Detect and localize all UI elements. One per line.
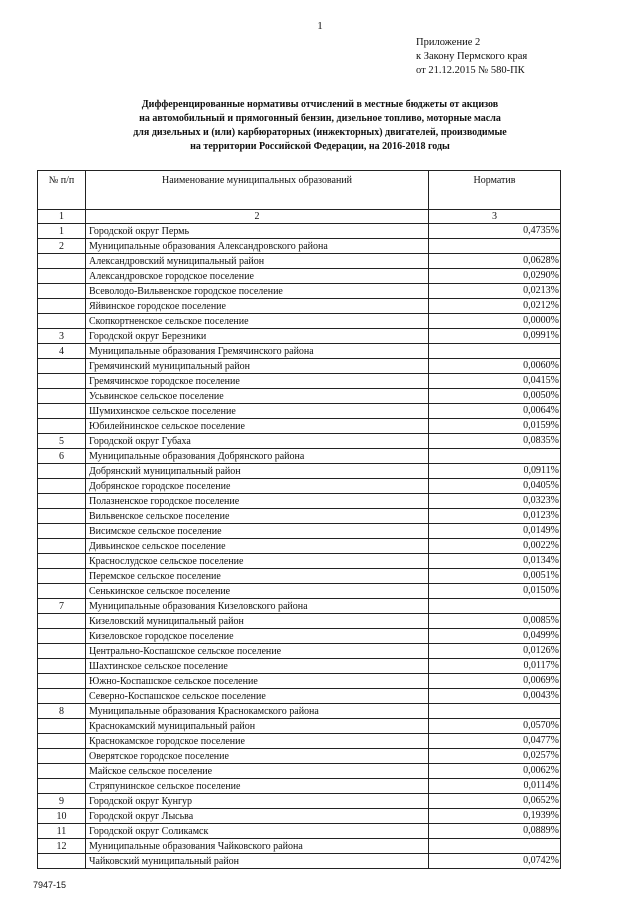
table-row [38,434,561,449]
row-value [429,704,561,719]
row-name: Яйвинское городское поселение [86,299,429,314]
row-number: 7 [38,599,86,614]
table-row [38,584,561,599]
table-row [38,599,561,614]
row-value: 0,0290% [429,269,561,284]
table-row [38,719,561,734]
table-index-row [38,210,561,224]
row-value: 0,0628% [429,254,561,269]
annex-line-2: к Закону Пермского края [416,51,528,62]
index-col-3: 3 [429,210,561,224]
table-row [38,824,561,839]
row-number [38,569,86,584]
row-name: Добрянский муниципальный район [86,464,429,479]
row-value: 0,0051% [429,569,561,584]
table-row [38,329,561,344]
row-number [38,554,86,569]
row-number [38,284,86,299]
row-value: 0,0257% [429,749,561,764]
table-row [38,464,561,479]
row-number: 8 [38,704,86,719]
index-col-2: 2 [86,210,429,224]
row-value: 0,0477% [429,734,561,749]
annex-block [416,36,527,78]
row-name: Городской округ Губаха [86,434,429,449]
row-value: 0,0064% [429,404,561,419]
row-name: Вильвенское сельское поселение [86,509,429,524]
table-row [38,359,561,374]
title-line-4: на территории Российской Федерации, на 2016-2018 годы [190,141,450,152]
table-row [38,809,561,824]
row-number [38,644,86,659]
document-title [0,98,640,154]
row-number [38,584,86,599]
table-row [38,314,561,329]
row-number [38,254,86,269]
row-name: Северно-Коспашское сельское поселение [86,689,429,704]
row-number [38,779,86,794]
row-value: 0,0022% [429,539,561,554]
row-name: Городской округ Кунгур [86,794,429,809]
row-value: 0,0069% [429,674,561,689]
row-value: 0,0742% [429,854,561,869]
row-value [429,344,561,359]
row-number: 6 [38,449,86,464]
row-value: 0,0060% [429,359,561,374]
table-row [38,554,561,569]
table-row [38,284,561,299]
row-number [38,674,86,689]
row-number [38,314,86,329]
row-number [38,509,86,524]
norms-table [37,170,561,869]
row-name: Городской округ Соликамск [86,824,429,839]
page-number: 1 [317,20,323,32]
row-value: 0,0570% [429,719,561,734]
table-row [38,569,561,584]
table-row [38,344,561,359]
row-number [38,659,86,674]
row-name: Висимское сельское поселение [86,524,429,539]
row-value: 0,0212% [429,299,561,314]
row-name: Муниципальные образования Добрянского района [86,449,429,464]
row-value: 0,0114% [429,779,561,794]
table-row [38,494,561,509]
table-row [38,779,561,794]
row-number: 4 [38,344,86,359]
row-value [429,839,561,854]
footer-code: 7947-15 [33,880,67,890]
row-number [38,539,86,554]
row-number: 2 [38,239,86,254]
table-row [38,734,561,749]
row-value: 0,0050% [429,389,561,404]
row-number: 11 [38,824,86,839]
table-row [38,254,561,269]
row-value: 0,0911% [429,464,561,479]
row-number [38,374,86,389]
row-number [38,359,86,374]
row-value [429,239,561,254]
header-name: Наименование муниципальных образований [86,171,429,210]
table-row [38,644,561,659]
row-number [38,689,86,704]
row-name: Усьвинское сельское поселение [86,389,429,404]
row-value: 0,0652% [429,794,561,809]
row-number [38,749,86,764]
row-name: Краснослудское сельское поселение [86,554,429,569]
row-value: 0,0889% [429,824,561,839]
table-row [38,704,561,719]
row-name: Шахтинское сельское поселение [86,659,429,674]
row-number [38,764,86,779]
row-name: Городской округ Лысьва [86,809,429,824]
table-row [38,629,561,644]
row-number [38,389,86,404]
row-name: Майское сельское поселение [86,764,429,779]
row-name: Центрально-Коспашское сельское поселение [86,644,429,659]
row-name: Перемское сельское поселение [86,569,429,584]
row-number [38,719,86,734]
row-number [38,464,86,479]
row-number: 1 [38,224,86,239]
row-value: 0,0499% [429,629,561,644]
table-header-row [38,171,561,210]
row-number: 10 [38,809,86,824]
table-row [38,404,561,419]
row-value: 0,0323% [429,494,561,509]
table-row [38,539,561,554]
table-row [38,674,561,689]
row-value: 0,0117% [429,659,561,674]
row-name: Скопкортненское сельское поселение [86,314,429,329]
row-value: 0,1939% [429,809,561,824]
table-row [38,224,561,239]
title-line-1: Дифференцированные нормативы отчислений в местные бюджеты от акцизов [141,99,499,110]
table-row [38,749,561,764]
row-name: Гремячинский муниципальный район [86,359,429,374]
row-name: Муниципальные образования Кизеловского района [86,599,429,614]
table-row [38,389,561,404]
row-name: Кизеловское городское поселение [86,629,429,644]
row-value: 0,0991% [429,329,561,344]
row-number [38,269,86,284]
row-name: Чайковский муниципальный район [86,854,429,869]
row-name: Александровский муниципальный район [86,254,429,269]
row-number: 5 [38,434,86,449]
row-number [38,734,86,749]
row-name: Оверятское городское поселение [86,749,429,764]
row-name: Муниципальные образования Гремячинского района [86,344,429,359]
table-row [38,419,561,434]
row-value: 0,0835% [429,434,561,449]
row-value: 0,0062% [429,764,561,779]
table-row [38,239,561,254]
table-row [38,689,561,704]
table-row [38,659,561,674]
row-name: Добрянское городское поселение [86,479,429,494]
row-value: 0,0405% [429,479,561,494]
annex-line-1: Приложение 2 [416,37,481,48]
row-name: Краснокамский муниципальный район [86,719,429,734]
index-col-1: 1 [38,210,86,224]
row-name: Полазненское городское поселение [86,494,429,509]
row-name: Южно-Коспашское сельское поселение [86,674,429,689]
row-name: Александровское городское поселение [86,269,429,284]
row-value: 0,0213% [429,284,561,299]
table-row [38,614,561,629]
row-number [38,629,86,644]
row-number [38,524,86,539]
row-value [429,449,561,464]
table-row [38,854,561,869]
header-number: № п/п [38,171,86,210]
row-number: 12 [38,839,86,854]
row-value: 0,0000% [429,314,561,329]
table-row [38,479,561,494]
row-name: Сенькинское сельское поселение [86,584,429,599]
row-value: 0,0415% [429,374,561,389]
row-value: 0,0085% [429,614,561,629]
row-value: 0,0159% [429,419,561,434]
row-number [38,419,86,434]
row-name: Гремячинское городское поселение [86,374,429,389]
row-value: 0,0149% [429,524,561,539]
table-row [38,449,561,464]
row-name: Стряпунинское сельское поселение [86,779,429,794]
row-value: 0,4735% [429,224,561,239]
table-row [38,839,561,854]
row-value [429,599,561,614]
table-row [38,524,561,539]
row-name: Муниципальные образования Чайковского района [86,839,429,854]
table-row [38,269,561,284]
row-number [38,299,86,314]
row-value: 0,0043% [429,689,561,704]
table-row [38,764,561,779]
row-number [38,854,86,869]
row-number [38,614,86,629]
title-line-2: на автомобильный и прямогонный бензин, дизельное топливо, моторные масла [139,113,501,124]
table-row [38,794,561,809]
table-row [38,299,561,314]
row-name: Дивьинское сельское поселение [86,539,429,554]
row-number [38,494,86,509]
row-name: Муниципальные образования Александровского района [86,239,429,254]
table-row [38,509,561,524]
row-number [38,479,86,494]
row-name: Юбилейнинское сельское поселение [86,419,429,434]
row-value: 0,0126% [429,644,561,659]
table-row [38,374,561,389]
row-name: Кизеловский муниципальный район [86,614,429,629]
row-value: 0,0150% [429,584,561,599]
row-name: Краснокамское городское поселение [86,734,429,749]
row-name: Шумихинское сельское поселение [86,404,429,419]
row-name: Всеволодо-Вильвенское городское поселение [86,284,429,299]
row-number: 9 [38,794,86,809]
annex-line-3: от 21.12.2015 № 580-ПК [416,65,525,76]
row-name: Городской округ Пермь [86,224,429,239]
row-value: 0,0123% [429,509,561,524]
title-line-3: для дизельных и (или) карбюраторных (инжекторных) двигателей, производимые [133,127,507,138]
row-value: 0,0134% [429,554,561,569]
row-number [38,404,86,419]
row-name: Муниципальные образования Краснокамского района [86,704,429,719]
header-norm: Норматив [429,171,561,210]
row-name: Городской округ Березники [86,329,429,344]
row-number: 3 [38,329,86,344]
